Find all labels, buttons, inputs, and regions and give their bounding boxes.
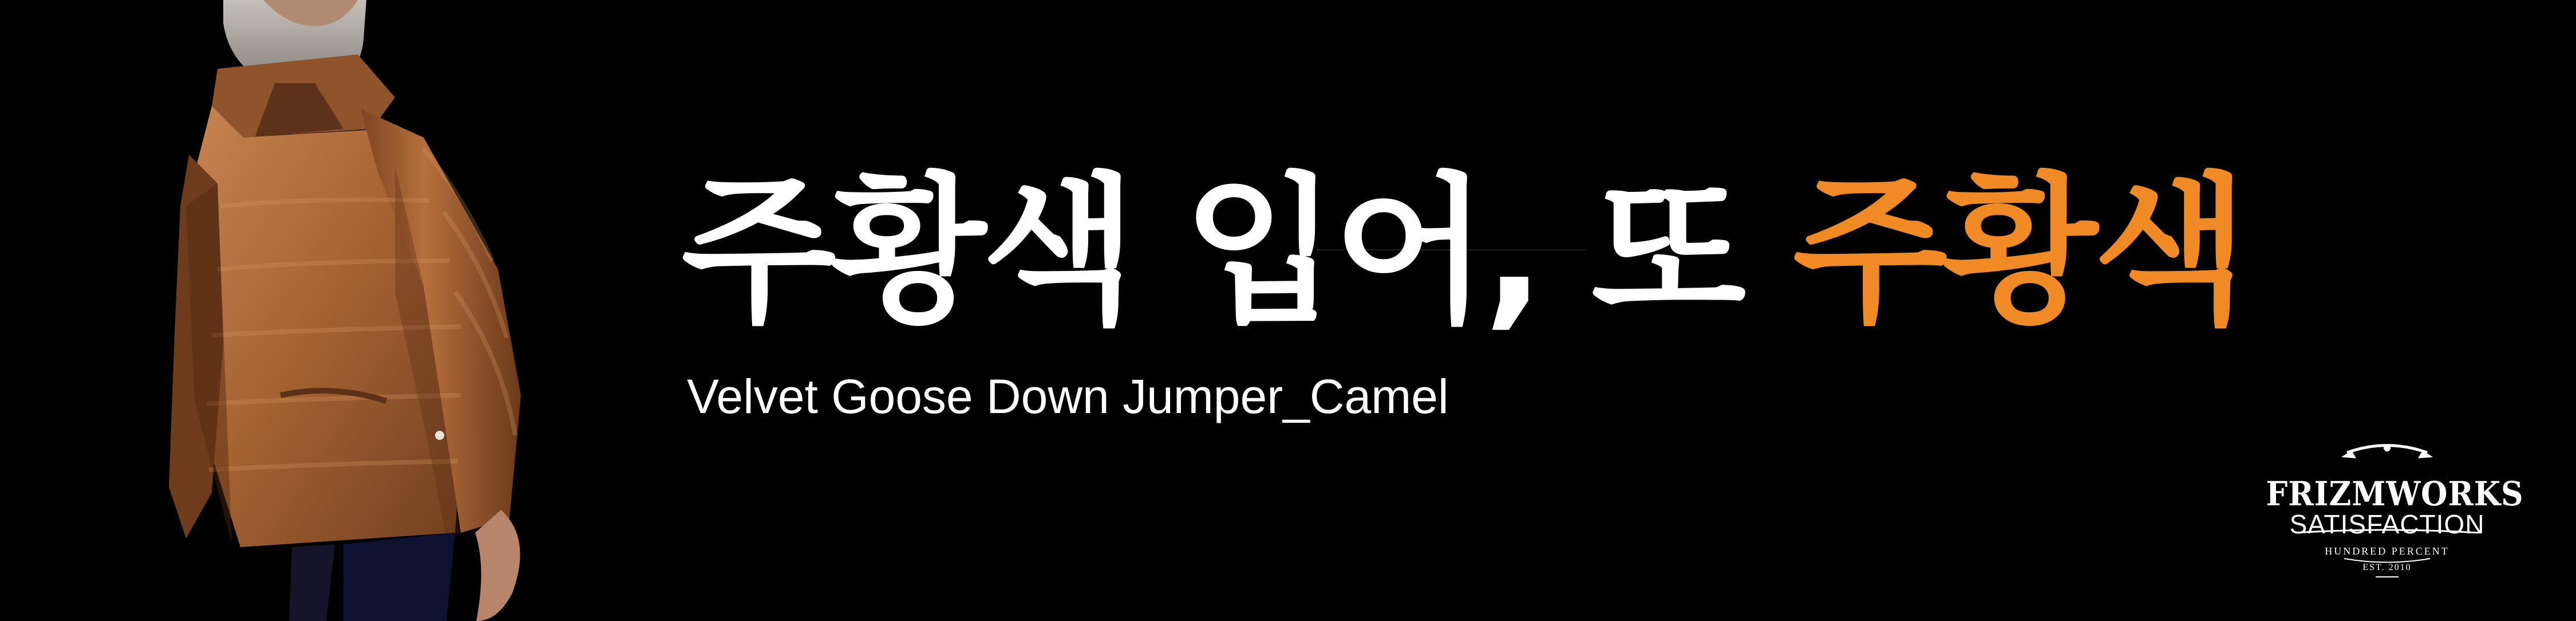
headline [681,159,2244,345]
model-jacket-image [126,0,538,621]
headline-main: 주황색 입어, 또 [681,159,1793,345]
model-jacket-illustration [126,0,538,621]
brand-logo [2255,441,2524,584]
product-name: Velvet Goose Down Jumper_Camel [687,370,1449,423]
headline-accent: 주황색 [1792,159,2244,345]
brand-established: EST. 2010 [2362,563,2412,572]
brand-tagline: SATISFACTION [2289,509,2485,539]
brand-subtitle: HUNDRED PERCENT [2325,545,2449,557]
brand-name: FRIZMWORKS [2266,474,2524,513]
